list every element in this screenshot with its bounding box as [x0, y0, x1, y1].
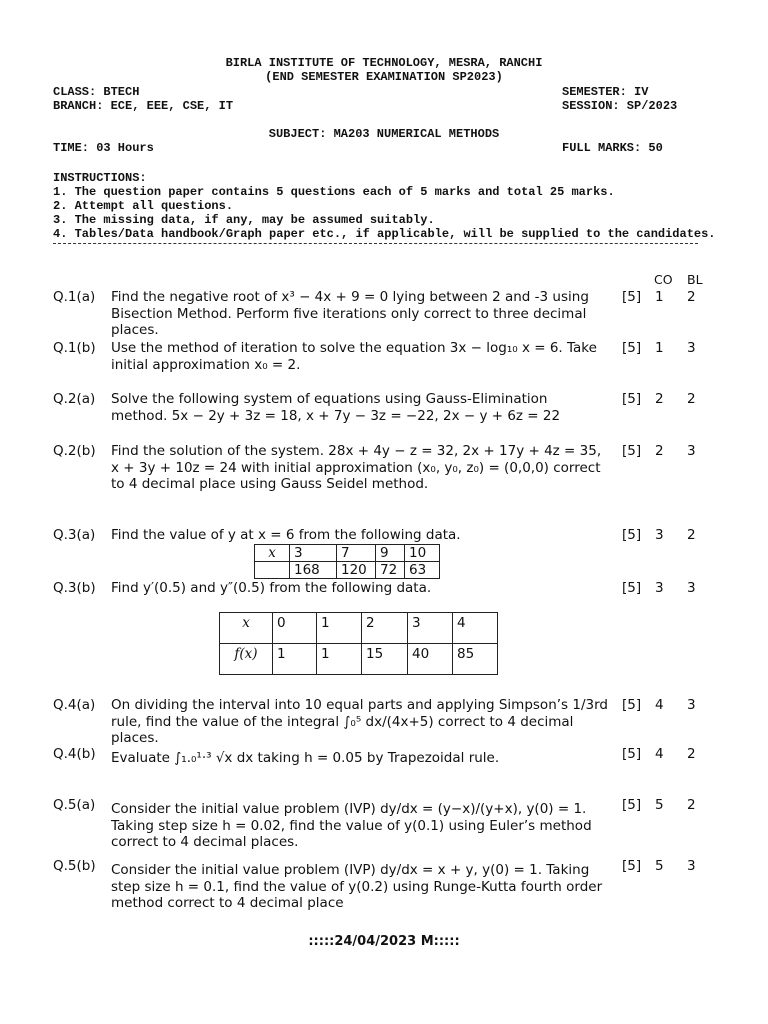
question-marks: [5]	[622, 527, 642, 543]
table-row	[255, 545, 440, 562]
question-co: 3	[655, 527, 664, 543]
instruction-item: 2. Attempt all questions.	[53, 199, 234, 213]
question-text: Use the method of iteration to solve the equation 3x − log₁₀ x = 6. Take initial approximation x₀ = 2.	[111, 340, 597, 373]
question-label: Q.2(b)	[53, 443, 96, 459]
table-cell: x	[255, 545, 290, 562]
table-cell: 9	[376, 545, 405, 562]
table-cell: 7	[337, 545, 376, 562]
institute-name: BIRLA INSTITUTE OF TECHNOLOGY, MESRA, RANCHI	[225, 56, 543, 70]
question-bl: 3	[687, 580, 696, 596]
question-marks: [5]	[622, 858, 642, 874]
question-co: 5	[655, 858, 664, 874]
table-row	[220, 613, 498, 644]
question-label: Q.3(b)	[53, 580, 96, 596]
question-bl: 2	[687, 746, 696, 762]
question-label: Q.5(b)	[53, 858, 96, 874]
table-row	[220, 644, 498, 675]
question-co: 1	[655, 289, 664, 305]
question-bl: 2	[687, 527, 696, 543]
question-marks: [5]	[622, 391, 642, 407]
question-text: Consider the initial value problem (IVP) dy/dx = (y−x)/(y+x), y(0) = 1. Taking step size h = 0.02, find the value of y(0.1) using Euler’s method correct to 4 decimal places.	[111, 801, 592, 850]
question-marks: [5]	[622, 340, 642, 356]
question-co: 1	[655, 340, 664, 356]
question-bl: 3	[687, 340, 696, 356]
question-bl: 3	[687, 697, 696, 713]
question-text: Consider the initial value problem (IVP) dy/dx = x + y, y(0) = 1. Taking step size h = 0.1, find the value of y(0.2) using Runge-Kutta fourth order method correct to 4 decimal place	[111, 862, 603, 911]
table-cell: 120	[337, 562, 376, 579]
table-cell: 72	[376, 562, 405, 579]
branch-info: BRANCH: ECE, EEE, CSE, IT	[53, 99, 234, 113]
table-row	[255, 562, 440, 579]
table-cell: x	[220, 613, 273, 644]
table-cell: 3	[290, 545, 337, 562]
question-bl: 2	[687, 797, 696, 813]
question-text: Evaluate ∫₁.₀¹·³ √x dx taking h = 0.05 by Trapezoidal rule.	[111, 750, 500, 766]
table-cell: 4	[453, 613, 498, 644]
question-label: Q.3(a)	[53, 527, 96, 543]
question-bl: 3	[687, 443, 696, 459]
question-label: Q.4(a)	[53, 697, 96, 713]
table-cell: 1	[317, 613, 362, 644]
question-label: Q.2(a)	[53, 391, 96, 407]
table-cell: 3	[408, 613, 453, 644]
table-cell: 2	[362, 613, 408, 644]
time-info: TIME: 03 Hours	[53, 141, 154, 155]
question-co: 2	[655, 443, 664, 459]
table-cell: 15	[362, 644, 408, 675]
question-co: 5	[655, 797, 664, 813]
table-cell: 10	[405, 545, 440, 562]
instruction-item: 3. The missing data, if any, may be assumed suitably.	[53, 213, 435, 227]
question-bl: 2	[687, 391, 696, 407]
question-text: Find the negative root of x³ − 4x + 9 = 0 lying between 2 and -3 using Bisection Method. Perform five iterations only correct to three decimal places.	[111, 289, 589, 338]
session-info: SESSION: SP/2023	[562, 99, 678, 113]
full-marks-info: FULL MARKS: 50	[562, 141, 663, 155]
co-column-header: CO	[654, 272, 673, 287]
exam-title: (END SEMESTER EXAMINATION SP2023)	[265, 70, 503, 84]
bl-column-header: BL	[687, 272, 703, 287]
data-table-q3b	[219, 612, 498, 675]
question-marks: [5]	[622, 697, 642, 713]
class-info: CLASS: BTECH	[53, 85, 140, 99]
dashed-separator	[53, 243, 698, 244]
question-text: Find y′(0.5) and y″(0.5) from the following data.	[111, 580, 432, 596]
question-text: Solve the following system of equations using Gauss-Elimination method. 5x − 2y + 3z = 18, x + 7y − 3z = −22, 2x − y + 6z = 22	[111, 391, 561, 424]
table-cell: 85	[453, 644, 498, 675]
table-cell: 168	[290, 562, 337, 579]
question-co: 4	[655, 746, 664, 762]
semester-info: SEMESTER: IV	[562, 85, 649, 99]
table-cell: 1	[273, 644, 317, 675]
question-label: Q.1(a)	[53, 289, 96, 305]
question-co: 3	[655, 580, 664, 596]
question-text: On dividing the interval into 10 equal parts and applying Simpson’s 1/3rd rule, find the value of the integral ∫₀⁵ dx/(4x+5) correct to 4 decimal places.	[111, 697, 608, 746]
table-cell: 1	[317, 644, 362, 675]
question-co: 2	[655, 391, 664, 407]
instructions-title: INSTRUCTIONS:	[53, 171, 147, 185]
question-text: Find the solution of the system. 28x + 4y − z = 32, 2x + 17y + 4z = 35, x + 3y + 10z = 24 with initial approximation (x₀, y₀, z₀) = (0,0,0) correct to 4 decimal place using Gauss Seidel method.	[111, 443, 602, 492]
table-cell: 63	[405, 562, 440, 579]
subject-info: SUBJECT: MA203 NUMERICAL METHODS	[268, 127, 500, 141]
question-marks: [5]	[622, 443, 642, 459]
question-co: 4	[655, 697, 664, 713]
instruction-item: 4. Tables/Data handbook/Graph paper etc., if applicable, will be supplied to the candidates.	[53, 227, 716, 241]
question-text: Find the value of y at x = 6 from the following data.	[111, 527, 461, 543]
question-marks: [5]	[622, 289, 642, 305]
question-bl: 2	[687, 289, 696, 305]
exam-date-footer: :::::24/04/2023 M:::::	[308, 934, 460, 949]
question-marks: [5]	[622, 580, 642, 596]
table-cell: 0	[273, 613, 317, 644]
instruction-item: 1. The question paper contains 5 questions each of 5 marks and total 25 marks.	[53, 185, 615, 199]
question-label: Q.5(a)	[53, 797, 96, 813]
table-cell: 40	[408, 644, 453, 675]
question-bl: 3	[687, 858, 696, 874]
table-cell: f(x)	[220, 644, 273, 675]
question-label: Q.4(b)	[53, 746, 96, 762]
question-label: Q.1(b)	[53, 340, 96, 356]
question-marks: [5]	[622, 746, 642, 762]
question-marks: [5]	[622, 797, 642, 813]
data-table-q3a	[254, 544, 440, 579]
table-cell	[255, 562, 290, 579]
